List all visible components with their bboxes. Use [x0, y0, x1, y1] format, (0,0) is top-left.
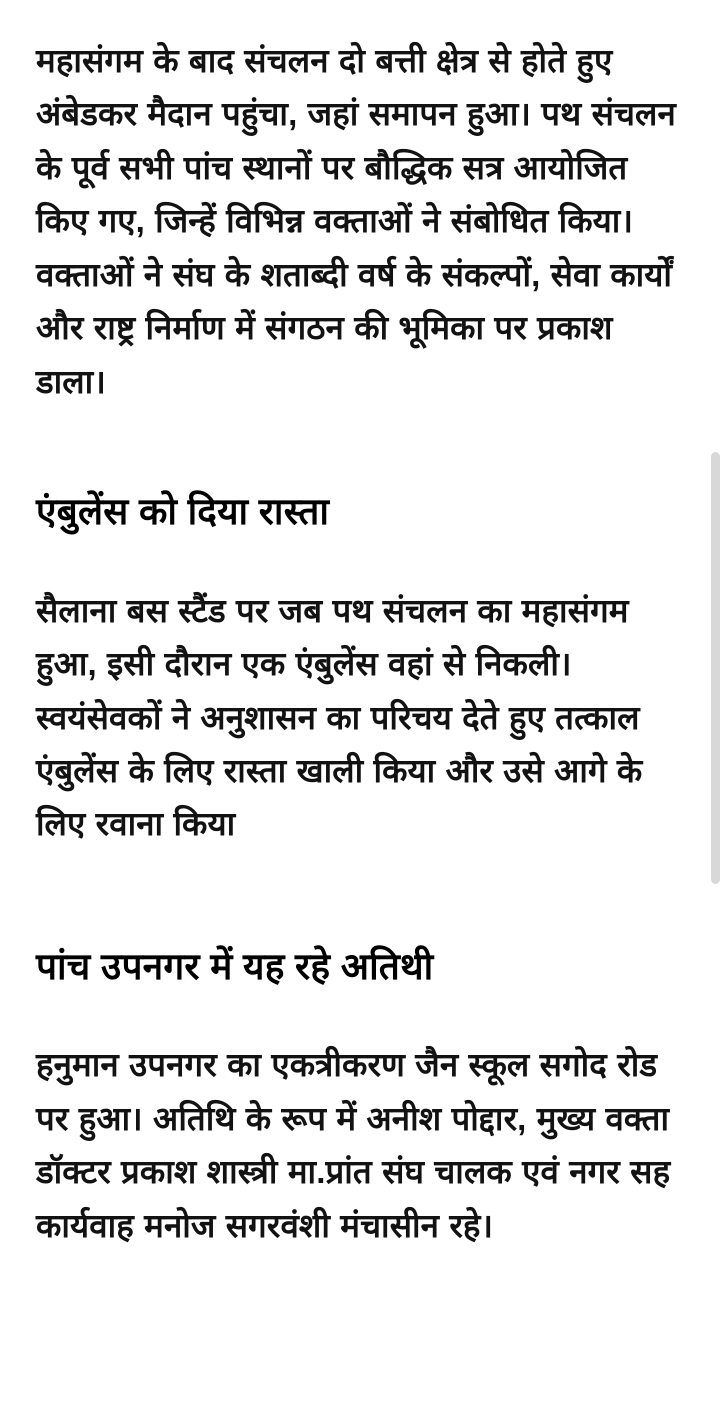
paragraph-hanuman-upnagar: हनुमान उपनगर का एकत्रीकरण जैन स्कूल सगोद रोड पर हुआ। अतिथि के रूप में अनीश पोद्दार, मुख्य वक्ता डॉक्टर प्रकाश शास्त्री मा.प्रांत संघ चालक एवं नगर सह कार्यवाह मनोज सगरवंशी मंचासीन रहे।	[36, 1046, 671, 1244]
paragraph-ambulance: सैलाना बस स्टैंड पर जब पथ संचलन का महासंगम हुआ, इसी दौरान एक एंबुलेंस वहां से निकली। स्वयंसेवकों ने अनुशासन का परिचय देते हुए तत्काल एंबुलेंस के लिए रास्ता खाली किया और उसे आगे के लिए रवाना किया	[36, 591, 643, 843]
heading-ambulance: एंबुलेंस को दिया रास्ता	[36, 491, 330, 533]
heading-panch-upnagar-atithi: पांच उपनगर में यह रहे अतिथी	[36, 945, 434, 987]
paragraph-sanchalan-samapan: महासंगम के बाद संचलन दो बत्ती क्षेत्र से होते हुए अंबेडकर मैदान पहुंचा, जहां समापन हुआ। पथ संचलन के पूर्व सभी पांच स्थानों पर बौद्धिक सत्र आयोजित किए गए, जिन्हें विभिन्न वक्ताओं ने संबोधित किया। वक्ताओं ने संघ के शताब्दी वर्ष के संकल्पों, सेवा कार्यों और राष्ट्र निर्माण में संगठन की भूमिका पर प्रकाश डाला।	[36, 42, 676, 400]
vertical-scrollbar[interactable]	[711, 0, 720, 1412]
scrollbar-thumb[interactable]	[711, 452, 720, 884]
